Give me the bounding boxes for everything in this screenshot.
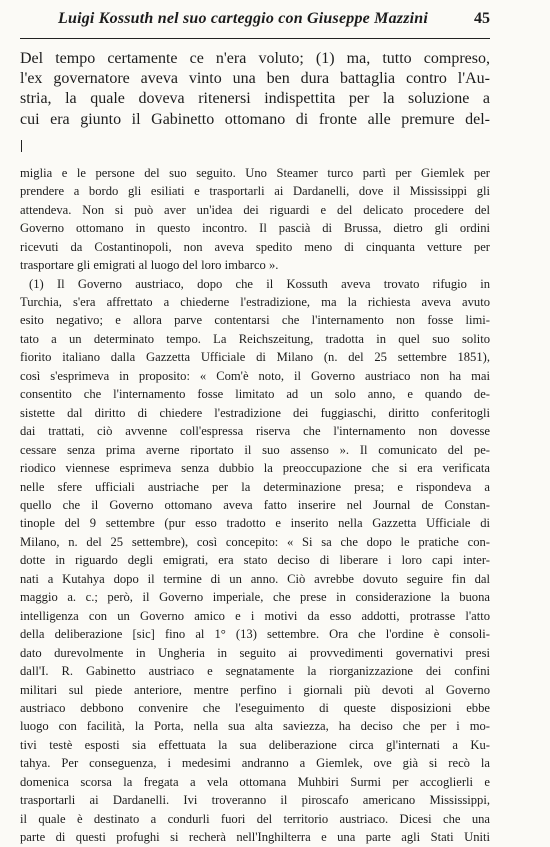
footnote-line: esito negativo; e allora parve contentarsi che l'internamento non fosse limi- bbox=[20, 313, 490, 328]
footnote-line: dall'I. R. Gabinetto austriaco e segnatamente la riorganizzazione dei confini bbox=[20, 664, 490, 679]
main-text-line: cui era giunto il Gabinetto ottomano di fronte alle premure del- bbox=[20, 110, 490, 128]
footnote-line: tato a un determinato tempo. La Reichszeitung, tradotta in quel suo solito bbox=[20, 331, 490, 346]
footnote-line: della deliberazione [sic] fino al 1° (13) settembre. Ora che l'ordine è consoli- bbox=[20, 627, 490, 642]
footnote-line: Governo ottomano in questo incontro. Il pascià di Brussa, dietro gli ordini bbox=[20, 221, 490, 236]
footnote-line: tivi testè esposti sia effettuata la sua deliberazione circa gl'internati a Ku- bbox=[20, 737, 490, 752]
footnote-line: nati a Kutahya dopo il termine di un anno. Ciò avrebbe dovuto seguire fin dal bbox=[20, 571, 490, 586]
footnotes bbox=[20, 164, 490, 847]
main-text-line: l'ex governatore aveva vinto una ben dura battaglia contro l'Au- bbox=[20, 70, 490, 88]
footnote-line: trasportare gli emigrati al luogo del loro imbarco ». bbox=[20, 258, 279, 273]
footnote-line: così s'esprimeva in proposito: « Com'è noto, il Governo austriaco non ha mai bbox=[20, 368, 490, 383]
footnote-line: riodico viennese esprimeva senza dubbio la preoccupazione che si era verificata bbox=[20, 461, 490, 476]
footnote-line: attendeva. Non si può aver un'idea dei riguardi e del delicato procedere del bbox=[20, 202, 490, 217]
footnote-line: quello che il Governo ottomano aveva fatto inserire nel Journal de Constan- bbox=[20, 497, 490, 512]
main-text-line: Del tempo certamente ce n'era voluto; (1) ma, tutto compreso, bbox=[20, 50, 490, 67]
footnote-line: austriaco debbono convenire che l'eseguimento di queste disposizioni ebbe bbox=[20, 700, 490, 715]
footnote-line: dotte in riguardo degli emigrati, era stato deciso di liberare i loro capi inter- bbox=[20, 553, 490, 568]
main-text bbox=[20, 49, 490, 130]
book-page bbox=[20, 8, 490, 847]
footnote-separator bbox=[21, 140, 22, 152]
footnote-line: (1) Il Governo austriaco, dopo che il Kossuth aveva trovato rifugio in bbox=[29, 276, 490, 291]
footnote-line: miglia e le persone del suo seguito. Uno Steamer turco partì per Giemlek per bbox=[20, 165, 490, 180]
footnote-line: luogo con facilità, la Porta, nella sua alta saviezza, ha deciso che per i mo- bbox=[20, 719, 490, 734]
footnote-line: Turchia, s'era affrettato a chiederne l'estradizione, ma la richiesta aveva avuto bbox=[20, 294, 490, 309]
page-number: 45 bbox=[474, 10, 490, 27]
footnote-line: dai trattati, ciò avvenne coll'espressa riserva che l'internamento non dovesse bbox=[20, 424, 490, 439]
footnote-line: cessare senza prima averne riportato il suo assenso ». Il comunicato del pe- bbox=[20, 442, 490, 457]
footnote-line: parte di questi profughi si recherà nell'Inghilterra e una parte agli Stati Uniti bbox=[20, 830, 490, 845]
footnote-line: tahya. Per conseguenza, i medesimi andranno a Giemlek, ove già si recò la bbox=[20, 756, 490, 771]
footnote-line: prendere a bordo gli esiliati e trasportarli ai Dardanelli, dove il Mississippi gli bbox=[20, 184, 490, 199]
footnote-line: Milano, n. del 25 settembre), così concepito: « Si sa che dopo le pratiche con- bbox=[20, 534, 490, 549]
footnote-line: domenica scorsa la fregata a vela ottomana Muhbiri Surmi per accoglierli e bbox=[20, 774, 490, 789]
running-header bbox=[20, 8, 490, 39]
footnote-line: militari sul piede anteriore, mentre perfino i giornali più devoti al Governo bbox=[20, 682, 490, 697]
main-text-line: stria, la quale doveva ritenersi indispettita per la soluzione a bbox=[20, 90, 490, 108]
footnote-line: maggio a. c.; però, il Governo imperiale, che prese in considerazione la buona bbox=[20, 590, 490, 605]
running-title: Luigi Kossuth nel suo carteggio con Giuseppe Mazzini bbox=[58, 10, 429, 27]
footnote-line: tinople del 9 settembre (pur esso tradotto e inserito nella Gazzetta Ufficiale di bbox=[20, 516, 490, 531]
footnote-line: dato durevolmente in Ungheria in seguito ai provvedimenti governativi presi bbox=[20, 645, 490, 660]
footnote-line: fiorito italiano dalla Gazzetta Ufficiale di Milano (n. del 25 settembre 1851), bbox=[20, 350, 490, 365]
footnote-line: ricevuti da Costantinopoli, non aveva spedito meno di cinquanta vetture per bbox=[20, 239, 490, 254]
footnote-line: intelligenza con un Governo amico e i motivi da esso addotti, protrasse l'atto bbox=[20, 608, 490, 623]
footnote-line: sistette dal diritto di chiedere l'estradizione dei fuggiaschi, diritto conferitogli bbox=[20, 405, 490, 420]
footnote-line: il quale è destinato a condurli fuori del territorio austriaco. Dicesi che una bbox=[20, 811, 490, 826]
footnote-line: trasportarli ai Dardanelli. Ivi troveranno il piroscafo americano Mississippi, bbox=[20, 793, 490, 808]
footnote-line: consentito che l'internamento fosse limitato ad un solo anno, e quando de- bbox=[20, 387, 490, 402]
footnote-line: nelle sfere ufficiali austriache per la determinazione presa; e rispondeva a bbox=[20, 479, 490, 494]
